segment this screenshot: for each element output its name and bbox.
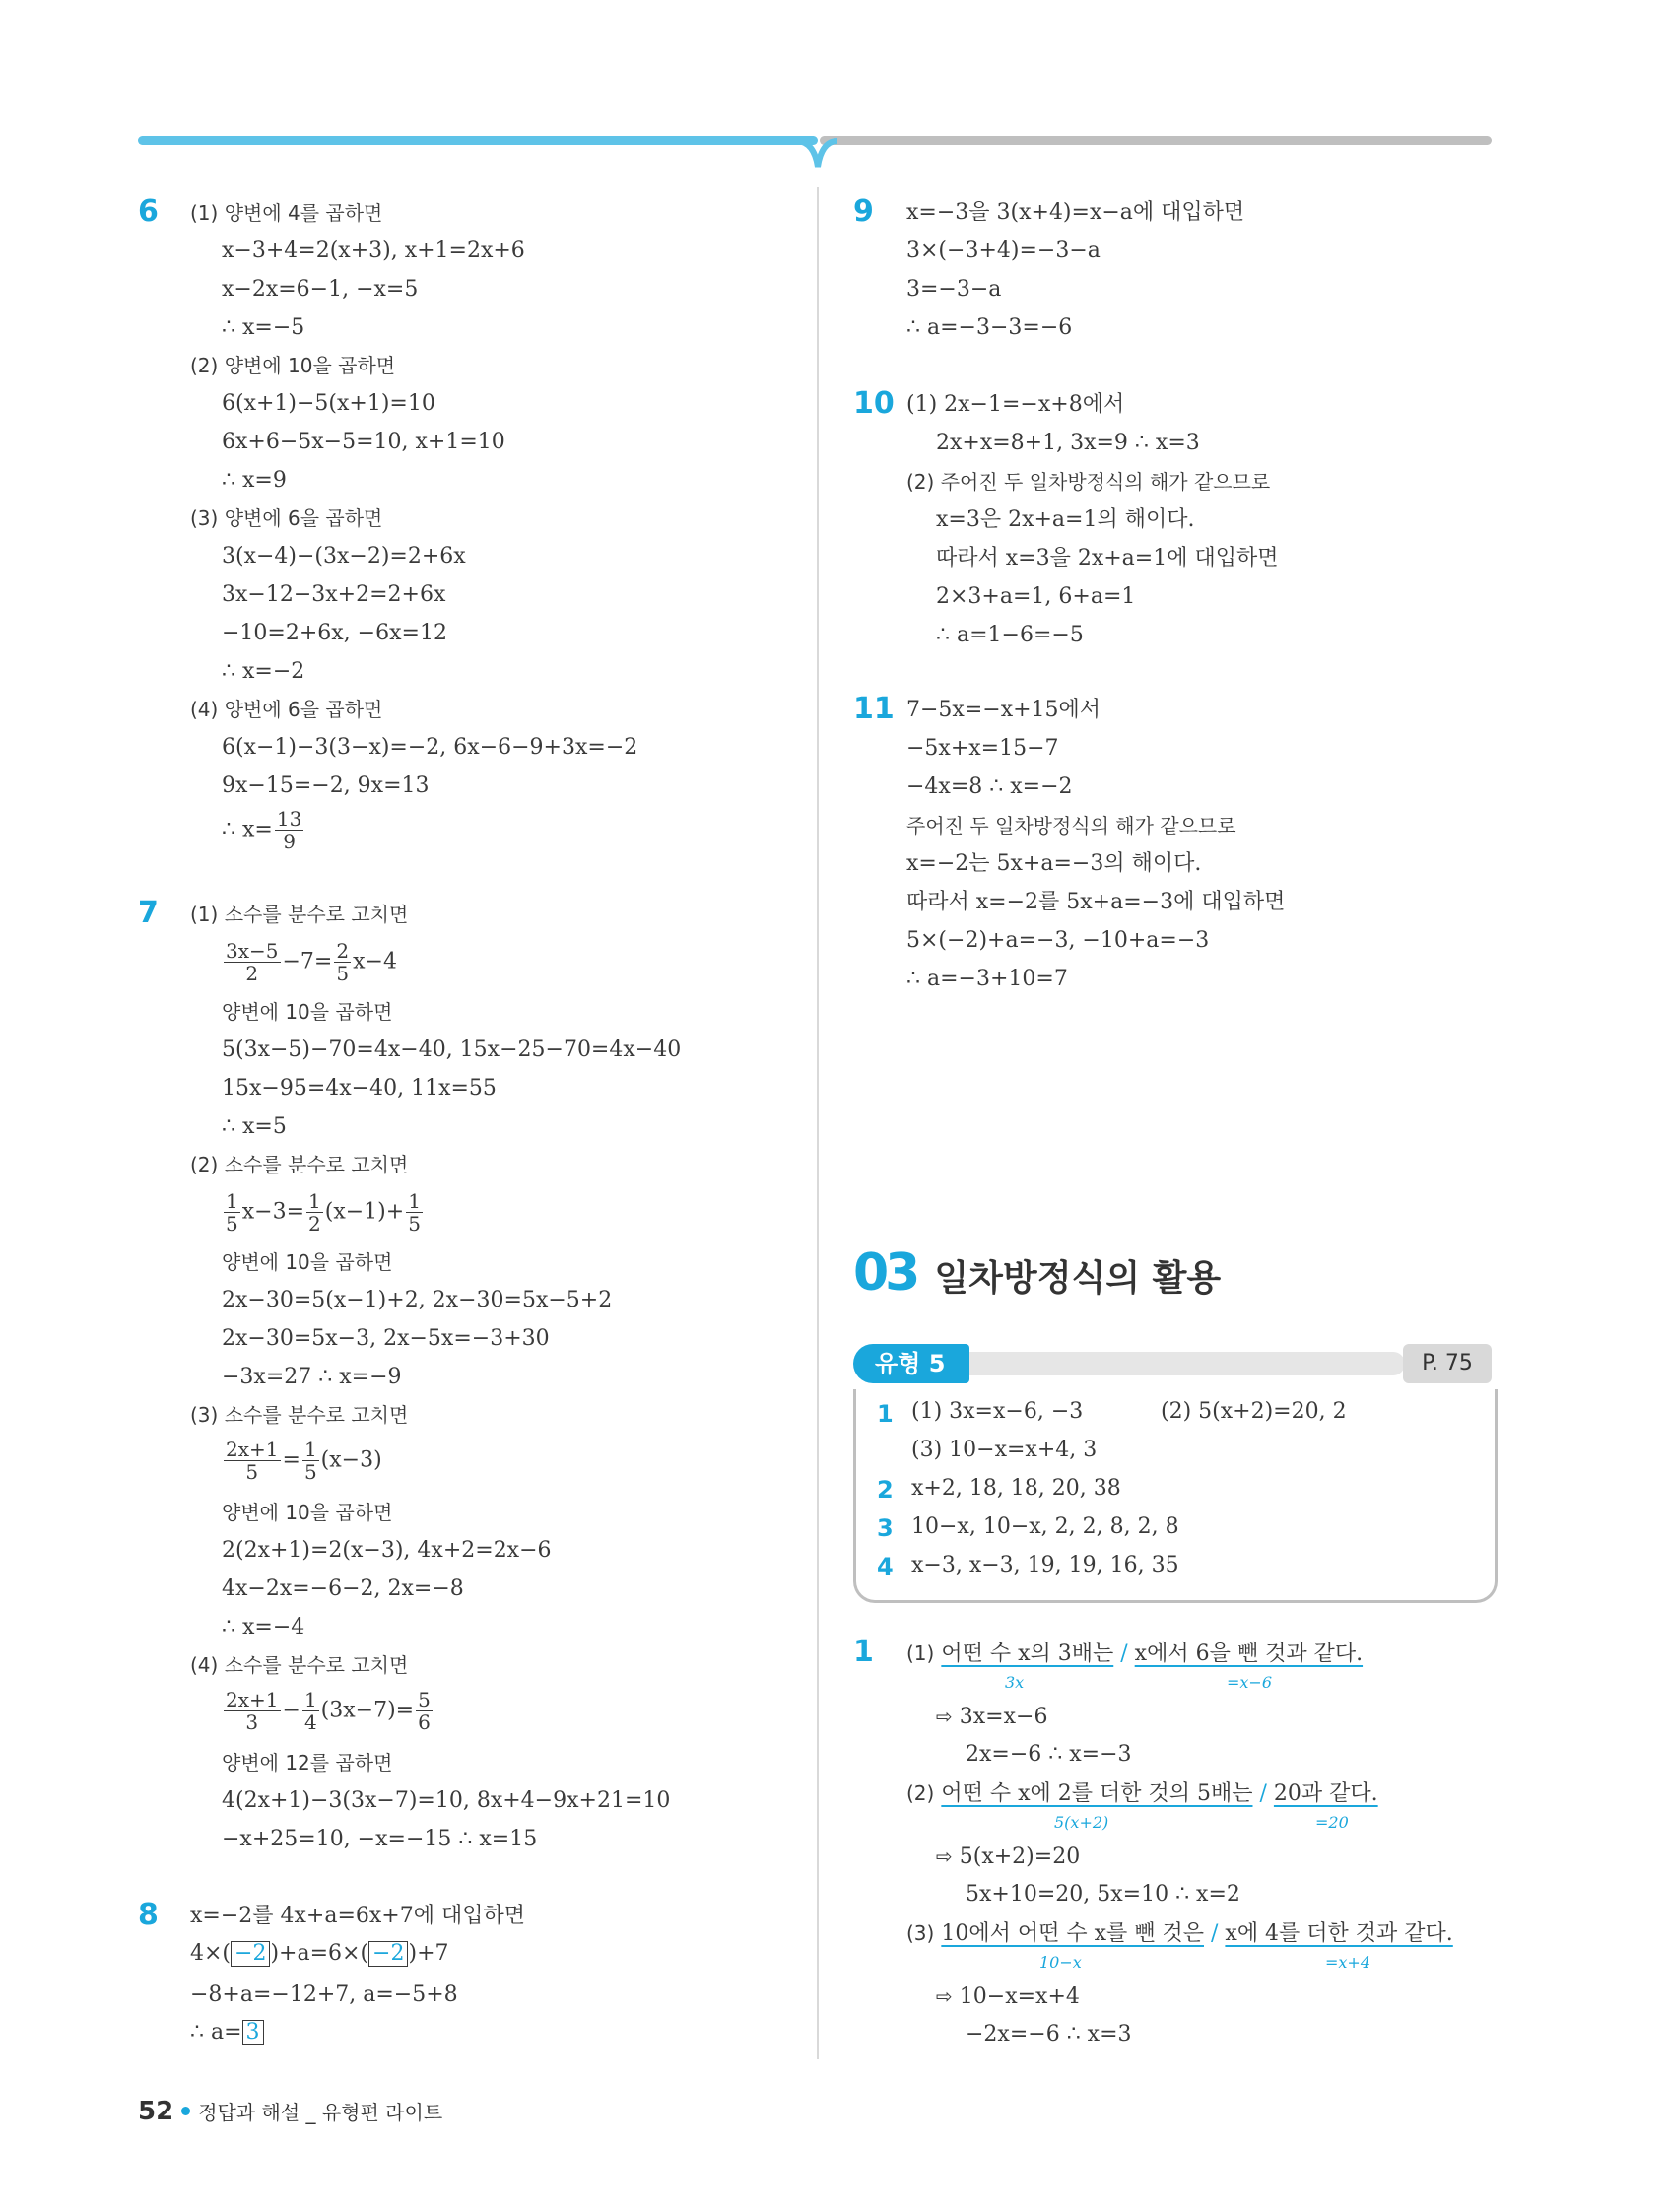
header-bar-right: [820, 136, 1492, 145]
equation-line: −5x+x=15−7: [906, 736, 1059, 761]
equation-line: ∴ x=5: [222, 1114, 287, 1139]
problem-number: 8: [138, 1898, 159, 1932]
equation-line: −3x=27 ∴ x=−9: [222, 1365, 402, 1389]
bullet-dot-icon: [181, 2107, 190, 2115]
equation-line: ∴ x= $\frac{13}{9}$: [222, 807, 302, 853]
answer-number: 3: [877, 1514, 894, 1542]
equation-line: 2x−30=5(x−1)+2, 2x−30=5x−5+2: [222, 1288, 613, 1312]
underline-note: =x−6: [1227, 1673, 1273, 1692]
arrow-icon: ⇨: [936, 1844, 953, 1868]
text-line: (3) 소수를 분수로 고치면: [190, 1403, 409, 1427]
equation-line: 5x+10=20, 5x=10 ∴ x=2: [966, 1882, 1240, 1907]
type-header: [853, 1344, 1492, 1383]
equation-line: $\frac{2x+1}{5}$ = $\frac{1}{5}$ (x−3): [226, 1438, 382, 1484]
equation-line: x=−3을 3(x+4)=x−a에 대입하면: [906, 200, 1245, 225]
equation-line: 따라서 x=3을 2x+a=1에 대입하면: [936, 546, 1279, 570]
equation-line: −2x=−6 ∴ x=3: [966, 2022, 1132, 2046]
underline-note: 3x: [1005, 1673, 1025, 1692]
answer-box: 3: [242, 2020, 264, 2045]
problem-number: 10: [853, 386, 895, 421]
equation-line: x=3은 2x+a=1의 해이다.: [936, 507, 1195, 532]
equation-line: ∴ x=9: [222, 468, 287, 493]
answer-line: (2) 5(x+2)=20, 2: [1161, 1399, 1347, 1424]
answer-number: 2: [877, 1476, 894, 1504]
equation-line: x=−2를 4x+a=6x+7에 대입하면: [190, 1904, 525, 1928]
page-number: 52: [138, 2097, 174, 2126]
underline-note: =20: [1315, 1813, 1349, 1832]
answer-box: −2: [231, 1941, 270, 1967]
equation-line: ∴ x=−4: [222, 1615, 305, 1640]
equation-line: ∴ a=1−6=−5: [936, 623, 1084, 647]
equation-line: 3×(−3+4)=−3−a: [906, 238, 1101, 263]
equation-line: 4x−2x=−6−2, 2x=−8: [222, 1576, 464, 1601]
equation-line: −8+a=−12+7, a=−5+8: [190, 1982, 458, 2007]
problem-number: 11: [853, 692, 895, 726]
answer-line: (3) 10−x=x+4, 3: [911, 1438, 1098, 1462]
problem-number: 9: [853, 194, 874, 229]
underline-note: =x+4: [1325, 1953, 1371, 1972]
problem-number: 7: [138, 896, 159, 930]
equation-line: 따라서 x=−2를 5x+a=−3에 대입하면: [906, 890, 1286, 914]
equation-line: ∴ a= 3: [190, 2018, 264, 2047]
arrow-icon: ⇨: [936, 1705, 953, 1728]
equation-line: ∴ x=−2: [222, 659, 305, 684]
equation-line: 2x−30=5x−3, 2x−5x=−3+30: [222, 1326, 550, 1351]
equation-line: 3(x−4)−(3x−2)=2+6x: [222, 544, 466, 569]
equation-line: 6(x+1)−5(x+1)=10: [222, 391, 435, 416]
text-line: 양변에 10을 곱하면: [222, 1000, 393, 1024]
equation-line: 4(2x+1)−3(3x−7)=10, 8x+4−9x+21=10: [222, 1788, 671, 1813]
problem-number: 1: [853, 1635, 874, 1669]
problem-number: 6: [138, 194, 159, 229]
equation-line: ∴ x=−5: [222, 315, 305, 340]
text-line: 양변에 12를 곱하면: [222, 1751, 393, 1775]
text-line: (1) 양변에 4를 곱하면: [190, 201, 383, 225]
arrow-icon: ⇨: [936, 1984, 953, 2008]
answer-number: 4: [877, 1553, 894, 1580]
text-line: (3) 양변에 6을 곱하면: [190, 506, 383, 530]
equation-line: x=−2는 5x+a=−3의 해이다.: [906, 851, 1202, 876]
equation-line: (1) 2x−1=−x+8에서: [906, 392, 1125, 417]
text-line: (4) 소수를 분수로 고치면: [190, 1653, 409, 1677]
underline-note: 5(x+2): [1054, 1813, 1109, 1832]
text-line: (2) 양변에 10을 곱하면: [190, 354, 396, 377]
equation-line: $\frac{3x-5}{2}$ −7= $\frac{2}{5}$ x−4: [226, 939, 397, 985]
section-heading: 일차방정식의 활용: [934, 1258, 1222, 1299]
text-line: 주어진 두 일차방정식의 해가 같으므로: [906, 814, 1236, 838]
equation-line: ⇨ 5(x+2)=20: [936, 1844, 1081, 1869]
section-title: [853, 1243, 1221, 1303]
equation-line: 9x−15=−2, 9x=13: [222, 773, 430, 798]
equation-line: −x+25=10, −x=−15 ∴ x=15: [222, 1827, 538, 1851]
equation-line: 4×( −2 )+a=6×( −2 )+7: [190, 1941, 449, 1966]
answer-line: x+2, 18, 18, 20, 38: [911, 1476, 1121, 1501]
answer-line: (1) 3x=x−6, −3: [911, 1399, 1084, 1424]
equation-line: $\frac{1}{5}$ x−3= $\frac{1}{2}$ (x−1)+ $\frac{1}{5}$: [226, 1189, 421, 1236]
sentence-line: (2) 어떤 수 x에 2를 더한 것의 5배는 / 20과 같다.: [906, 1781, 1378, 1806]
text-line: (4) 양변에 6을 곱하면: [190, 698, 383, 721]
equation-line: 2×3+a=1, 6+a=1: [936, 584, 1136, 609]
equation-line: −4x=8 ∴ x=−2: [906, 774, 1073, 799]
text-line: (1) 소수를 분수로 고치면: [190, 903, 409, 926]
equation-line: 2x=−6 ∴ x=−3: [966, 1742, 1132, 1767]
underline-note: 10−x: [1039, 1953, 1082, 1972]
equation-line: 7−5x=−x+15에서: [906, 698, 1101, 722]
text-line: (2) 소수를 분수로 고치면: [190, 1153, 409, 1176]
type-label: 유형 5: [853, 1344, 969, 1383]
equation-line: 2x+x=8+1, 3x=9 ∴ x=3: [936, 431, 1200, 455]
equation-line: ⇨ 10−x=x+4: [936, 1984, 1080, 2009]
equation-line: x−2x=6−1, −x=5: [222, 277, 419, 302]
equation-line: ∴ a=−3+10=7: [906, 967, 1068, 991]
equation-line: 5×(−2)+a=−3, −10+a=−3: [906, 928, 1210, 953]
sentence-line: (3) 10에서 어떤 수 x를 뺀 것은 / x에 4를 더한 것과 같다.: [906, 1921, 1453, 1946]
equation-line: 6(x−1)−3(3−x)=−2, 6x−6−9+3x=−2: [222, 735, 638, 760]
equation-line: 6x+6−5x−5=10, x+1=10: [222, 430, 505, 454]
column-divider: [817, 187, 819, 2059]
text-line: 양변에 10을 곱하면: [222, 1250, 393, 1274]
header-notch: [796, 137, 837, 168]
answer-line: 10−x, 10−x, 2, 2, 8, 2, 8: [911, 1514, 1179, 1539]
sentence-line: (1) 어떤 수 x의 3배는 / x에서 6을 뺀 것과 같다.: [906, 1642, 1364, 1666]
equation-line: 15x−95=4x−40, 11x=55: [222, 1076, 497, 1101]
equation-line: ∴ a=−3−3=−6: [906, 315, 1073, 340]
page-footer: [138, 2097, 442, 2126]
text-line: (2) 주어진 두 일차방정식의 해가 같으므로: [906, 470, 1271, 494]
text-line: 양변에 10을 곱하면: [222, 1501, 393, 1524]
equation-line: x−3+4=2(x+3), x+1=2x+6: [222, 238, 525, 263]
equation-line: 3=−3−a: [906, 277, 1002, 302]
equation-line: 5(3x−5)−70=4x−40, 15x−25−70=4x−40: [222, 1038, 682, 1062]
equation-line: $\frac{2x+1}{3}$ − $\frac{1}{4}$ (3x−7)= $\frac{5}{6}$: [226, 1688, 431, 1734]
answer-line: x−3, x−3, 19, 19, 16, 35: [911, 1553, 1179, 1577]
type-header-line: [962, 1352, 1405, 1375]
answer-box: −2: [368, 1941, 408, 1967]
equation-line: 3x−12−3x+2=2+6x: [222, 582, 446, 607]
footer-title: 정답과 해설 _ 유형편 라이트: [198, 2101, 443, 2124]
answer-number: 1: [877, 1400, 894, 1428]
type-page-ref: P. 75: [1403, 1344, 1492, 1383]
header-bar-left: [138, 136, 818, 145]
equation-line: ⇨ 3x=x−6: [936, 1705, 1048, 1729]
section-number: 03: [853, 1243, 917, 1303]
equation-line: 2(2x+1)=2(x−3), 4x+2=2x−6: [222, 1538, 552, 1563]
equation-line: −10=2+6x, −6x=12: [222, 621, 447, 645]
